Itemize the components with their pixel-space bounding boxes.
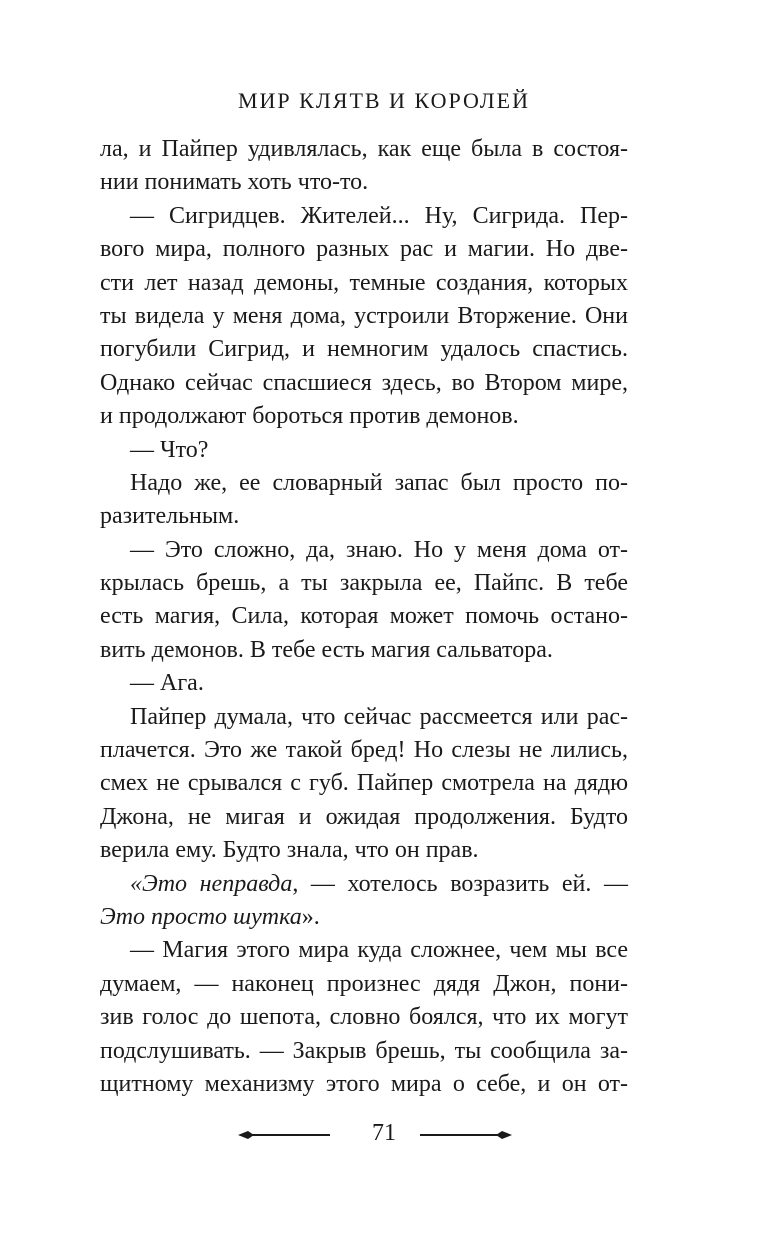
text-line: вого мира, полного разных рас и магии. Но две- xyxy=(100,236,628,263)
text-line: и продолжают бороться против демонов. xyxy=(100,403,519,430)
page-footer xyxy=(0,1120,768,1160)
text-line: Однако сейчас спасшиеся здесь, во Втором мире, xyxy=(100,369,628,396)
text-line: щитному механизму этого мира о себе, и он от- xyxy=(100,1070,628,1097)
italic-run: Это просто шутка xyxy=(100,903,302,930)
text-line: — Сигридцев. Жителей... Ну, Сигрида. Пер- xyxy=(130,202,628,229)
text-line: вить демонов. В тебе есть магия сальватора. xyxy=(100,636,553,663)
text-line xyxy=(100,868,628,901)
italic-run: «Это неправда xyxy=(130,870,293,897)
text-line: Надо же, ее словарный запас был просто по- xyxy=(130,469,628,496)
text-line: плачется. Это же такой бред! Но слезы не лились, xyxy=(100,737,628,764)
running-head: МИР КЛЯТВ И КОРОЛЕЙ xyxy=(237,88,530,113)
right-ornament-icon xyxy=(420,1128,512,1142)
text-line: погубили Сигрид, и немногим удалось спастись. xyxy=(100,336,628,363)
text-line: ты видела у меня дома, устроили Вторжение. Они xyxy=(100,302,628,329)
text-line: верила ему. Будто знала, что он прав. xyxy=(100,837,479,864)
text-line: — Ага. xyxy=(130,670,204,697)
text-line: Пайпер думала, что сейчас рассмеется или рас- xyxy=(130,703,628,730)
text-run: , — хотелось возразить ей. — xyxy=(292,870,628,897)
text-line: думаем, — наконец произнес дядя Джон, пони- xyxy=(100,970,628,997)
text-line: — Что? xyxy=(130,436,209,463)
text-line xyxy=(100,901,628,934)
body-text xyxy=(100,133,628,1101)
text-run: ». xyxy=(301,903,320,930)
text-line: — Магия этого мира куда сложнее, чем мы все xyxy=(130,937,628,964)
text-line: смех не срывался с губ. Пайпер смотрела на дядю xyxy=(100,770,628,797)
text-line: разительным. xyxy=(100,503,240,530)
text-line: подслушивать. — Закрыв брешь, ты сообщила за- xyxy=(100,1037,628,1064)
page-number: 71 xyxy=(372,1120,396,1146)
text-line: сти лет назад демоны, темные создания, которых xyxy=(100,269,628,296)
text-line: нии понимать хоть что-то. xyxy=(100,169,369,196)
text-line: крылась брешь, а ты закрыла ее, Пайпс. В тебе xyxy=(100,570,628,597)
text-line: — Это сложно, да, знаю. Но у меня дома от- xyxy=(130,536,628,563)
text-line: есть магия, Сила, которая может помочь остано- xyxy=(100,603,628,630)
text-line: Джона, не мигая и ожидая продолжения. Будто xyxy=(100,803,628,830)
text-line: ла, и Пайпер удивлялась, как еще была в состоя- xyxy=(100,136,628,162)
text-line: зив голос до шепота, словно боялся, что их могут xyxy=(100,1004,628,1031)
